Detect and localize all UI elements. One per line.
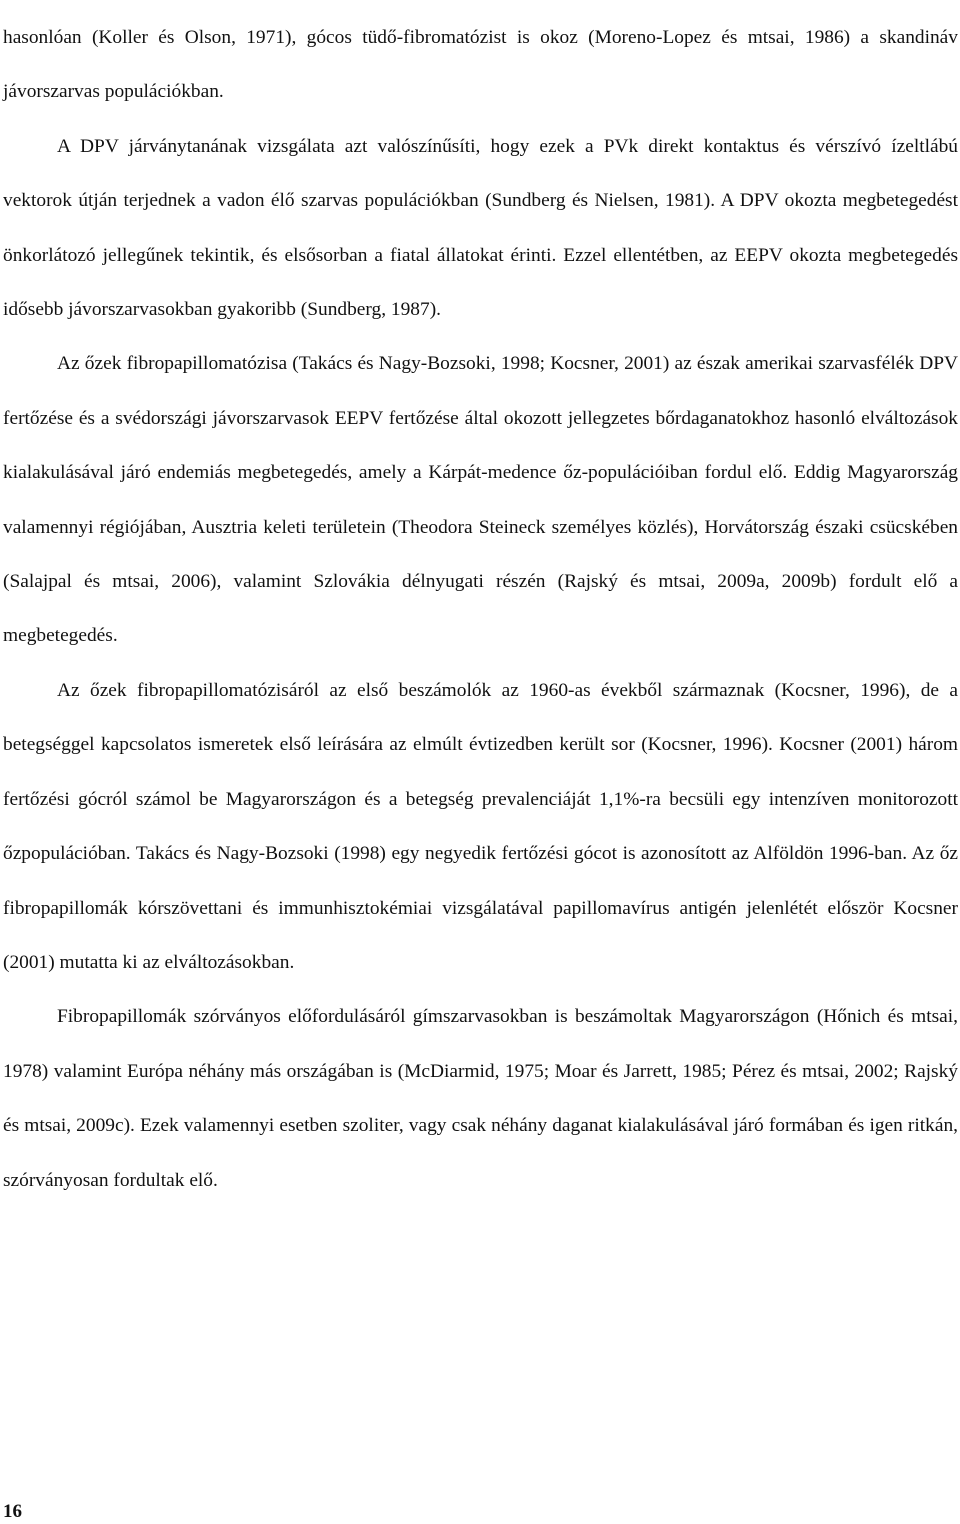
- paragraph-roe-deer-fibropapillomatosis: Az őzek fibropapillomatózisa (Takács és Nagy-Bozsoki, 1998; Kocsner, 2001) az észak amerikai szarvasfélék DPV fertőzése és a svédországi jávorszarvasok EEPV fertőzése által okozott jellegzetes bőrdaganatokhoz hasonló elváltozások kialakulásával járó endemiás megbetegedés, amely a Kárpát-medence őz-populációiban fordul elő. Eddig Magyarország valamennyi régiójában, Ausztria keleti területein (Theodora Steineck személyes közlés), Horvátország északi csücskében (Salajpal és mtsai, 2006), valamint Szlovákia délnyugati részén (Rajský és mtsai, 2009a, 2009b) fordult elő a megbetegedés.: [3, 353, 958, 647]
- paragraph-dpv-epidemiology: A DPV járványtanának vizsgálata azt valószínűsíti, hogy ezek a PVk direkt kontaktus és vérszívó ízeltlábú vektorok útján terjednek a vadon élő szarvas populációkban (Sundberg és Nielsen, 1981). A DPV okozta megbetegedést önkorlátozó jellegűnek tekintik, és elsősorban a fiatal állatokat érinti. Ezzel ellentétben, az EEPV okozta megbetegedés idősebb jávorszarvasokban gyakoribb (Sundberg, 1987).: [3, 135, 958, 321]
- paragraph-continuation: hasonlóan (Koller és Olson, 1971), gócos tüdő-fibromatózist is okoz (Moreno-Lopez és mtsai, 1986) a skandináv jávorszarvas populációkban.: [3, 27, 958, 103]
- paragraph-red-deer-fibropapillomas: Fibropapillomák szórványos előfordulásáról gímszarvasokban is beszámoltak Magyarországon (Hőnich és mtsai, 1978) valamint Európa néhány más országában is (McDiarmid, 1975; Moar és Jarrett, 1985; Pérez és mtsai, 2002; Rajský és mtsai, 2009c). Ezek valamennyi esetben szoliter, vagy csak néhány daganat kialakulásával járó formában és igen ritkán, szórványosan fordultak elő.: [3, 1006, 958, 1191]
- page-number: 16: [3, 1501, 22, 1522]
- document-body: [3, 11, 958, 1208]
- paragraph-first-reports: Az őzek fibropapillomatózisáról az első beszámolók az 1960-as évekből származnak (Kocsner, 1996), de a betegséggel kapcsolatos ismeretek első leírására az elmúlt évtizedben került sor (Kocsner, 1996). Kocsner (2001) három fertőzési gócról számol be Magyarországon és a betegség prevalenciáját 1,1%-ra becsüli egy intenzíven monitorozott őzpopulációban. Takács és Nagy-Bozsoki (1998) egy negyedik fertőzési gócot is azonosított az Alföldön 1996-ban. Az őz fibropapillomák kórszövettani és immunhisztokémiai vizsgálatával papillomavírus antigén jelenlétét először Kocsner (2001) mutatta ki az elváltozásokban.: [3, 679, 958, 973]
